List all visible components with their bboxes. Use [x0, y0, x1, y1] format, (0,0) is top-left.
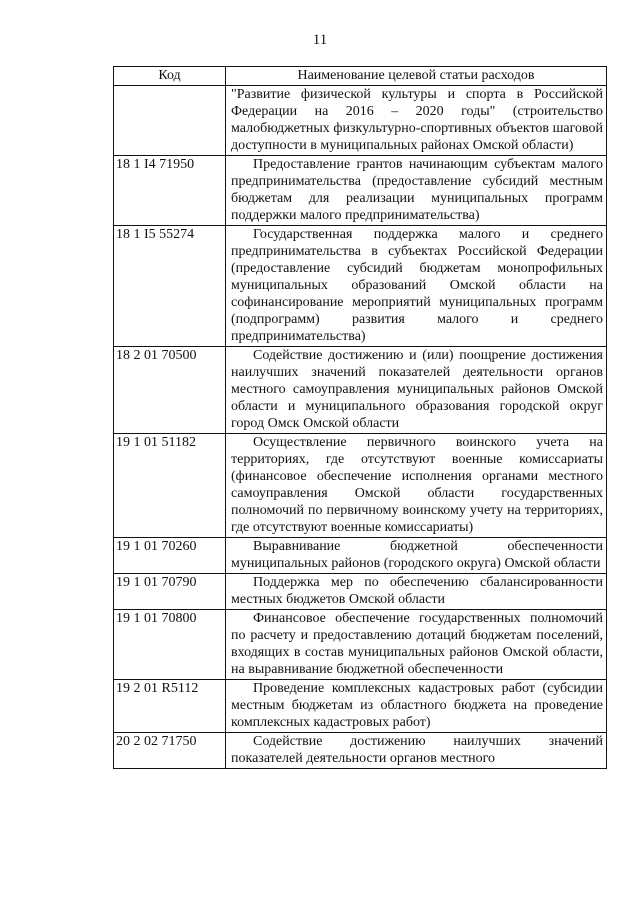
row-description-cell: [226, 610, 607, 680]
code-column-header: Код: [114, 67, 226, 86]
row-description: Содействие достижению и (или) поощрение достижения наилучших значений показателей деятельности органов местного самоуправления муниципальных районов Омской области и муниципального образования городской округ город Омск Омской области: [231, 348, 603, 431]
row-description-cell: [226, 347, 607, 434]
row-description-cell: [226, 86, 607, 156]
row-code: 20 2 02 71750: [114, 733, 226, 769]
table-row: [114, 680, 607, 733]
row-description: Финансовое обеспечение государственных полномочий по расчету и предоставлению дотаций бюджетам поселений, входящих в состав муниципальных районов Омской области, на выравнивание бюджетной обеспеченности: [231, 611, 603, 677]
table-header-row: [114, 67, 607, 86]
row-description: Содействие достижению наилучших значений показателей деятельности органов местного: [231, 734, 603, 766]
table-row: [114, 86, 607, 156]
row-code: 18 2 01 70500: [114, 347, 226, 434]
row-code: 19 1 01 70800: [114, 610, 226, 680]
row-description-cell: [226, 733, 607, 769]
table-row: [114, 226, 607, 347]
row-description: Выравнивание бюджетной обеспеченности муниципальных районов (городского округа) Омской области: [231, 539, 603, 571]
row-code: 19 1 01 51182: [114, 434, 226, 538]
row-description-cell: [226, 574, 607, 610]
table-row: [114, 156, 607, 226]
row-code: 19 2 01 R5112: [114, 680, 226, 733]
row-description: Осуществление первичного воинского учета на территориях, где отсутствуют военные комиссариаты (финансовое обеспечение исполнения органами местного самоуправления Омской области государственных полномочий по первичному воинскому учету на территориях, где отсутствуют военные комиссариаты): [231, 435, 603, 535]
table-row: [114, 434, 607, 538]
row-code: 19 1 01 70790: [114, 574, 226, 610]
table-row: [114, 574, 607, 610]
row-code: 18 1 I5 55274: [114, 226, 226, 347]
table-body: [114, 86, 607, 769]
row-description-cell: [226, 434, 607, 538]
row-description: Предоставление грантов начинающим субъектам малого предпринимательства (предоставление субсидий местным бюджетам для реализации муниципальных программ поддержки малого предпринимательства): [231, 157, 603, 223]
row-code: [114, 86, 226, 156]
page-number: 11: [312, 32, 328, 48]
row-description: Проведение комплексных кадастровых работ (субсидии местным бюджетам из областного бюджета на проведение комплексных кадастровых работ): [231, 681, 603, 730]
row-description: Государственная поддержка малого и среднего предпринимательства в субъектах Российской Федерации (предоставление субсидий бюджетам монопрофильных муниципальных образований Омской области на софинансирование мероприятий муниципальных программ (подпрограмм) развития малого и среднего предпринимательства): [231, 227, 603, 344]
row-code: 18 1 I4 71950: [114, 156, 226, 226]
name-column-header: Наименование целевой статьи расходов: [226, 67, 607, 86]
row-description-cell: [226, 226, 607, 347]
table-row: [114, 538, 607, 574]
row-description-cell: [226, 538, 607, 574]
row-description: Поддержка мер по обеспечению сбалансированности местных бюджетов Омской области: [231, 575, 603, 607]
row-description-cell: [226, 680, 607, 733]
table-row: [114, 610, 607, 680]
table-row: [114, 733, 607, 769]
expenditure-table: [113, 66, 607, 769]
row-code: 19 1 01 70260: [114, 538, 226, 574]
table-row: [114, 347, 607, 434]
row-description-cell: [226, 156, 607, 226]
row-description: "Развитие физической культуры и спорта в Российской Федерации на 2016 – 2020 годы" (строительство малобюджетных физкультурно-спортивных объектов шаговой доступности в муниципальных районах Омской области): [231, 87, 603, 153]
